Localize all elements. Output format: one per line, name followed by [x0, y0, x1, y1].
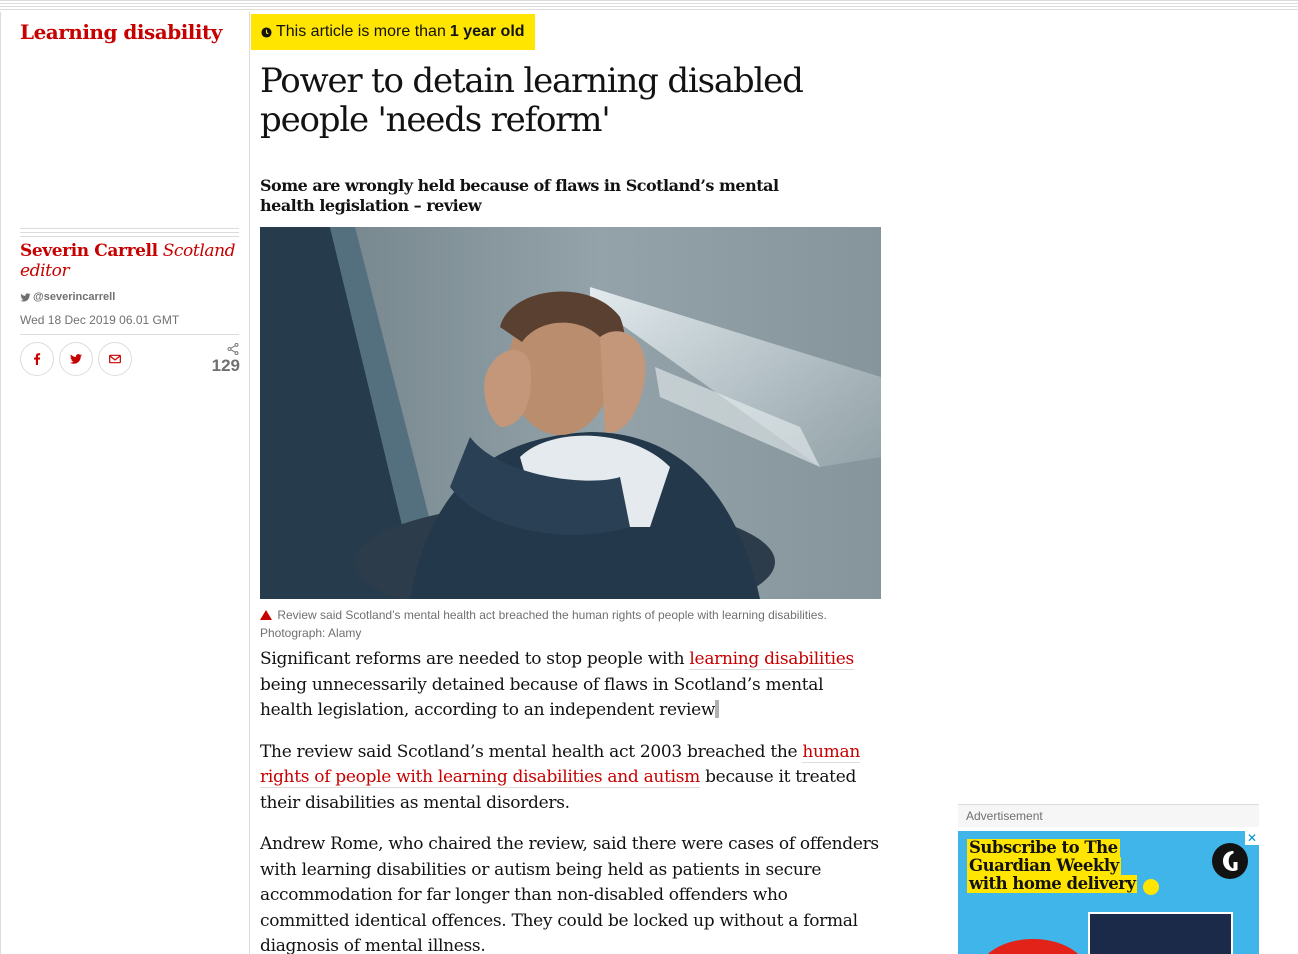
- magazine-cover-image: [1088, 912, 1233, 954]
- inline-link-learning-disabilities[interactable]: learning disabilities: [689, 649, 854, 669]
- email-icon: [107, 351, 123, 367]
- twitter-bird-icon: [20, 292, 31, 303]
- byline-rules: [20, 228, 239, 240]
- share-twitter-button[interactable]: [59, 342, 93, 376]
- share-buttons: [20, 342, 132, 376]
- article-main-image[interactable]: [260, 227, 881, 599]
- share-icon: [226, 342, 240, 356]
- article-headline: Power to detain learning disabled people 'needs reform': [260, 61, 803, 140]
- share-email-button[interactable]: [98, 342, 132, 376]
- paragraph-text: The review said Scotland’s mental health act 2003 breached the: [260, 741, 803, 762]
- author-link[interactable]: Severin Carrell: [20, 241, 158, 261]
- advertisement-slot: [958, 804, 1259, 954]
- share-count: [190, 342, 240, 376]
- byline: [20, 241, 240, 281]
- section-link[interactable]: Learning disability: [20, 20, 222, 44]
- article-standfirst: Some are wrongly held because of flaws in Scotland’s mental health legislation – review: [260, 176, 779, 215]
- image-caption: [260, 606, 860, 642]
- share-count-value: 129: [211, 356, 240, 375]
- caption-text: Review said Scotland’s mental health act breached the human rights of people with learning disabilities. Photograph: Alamy: [260, 608, 827, 640]
- twitter-icon: [68, 351, 84, 367]
- guardian-weekly-ad[interactable]: [958, 831, 1259, 954]
- ad-line-3: with home delivery: [969, 874, 1136, 893]
- facebook-icon: [29, 351, 45, 367]
- ad-line-1: Subscribe to The: [969, 838, 1118, 857]
- body-paragraph: [260, 740, 880, 817]
- left-edge-rule: [0, 12, 1, 954]
- ad-headline: [967, 839, 1159, 895]
- age-warning-badge: [251, 14, 535, 50]
- paragraph-text: because it treated their disabilities as mental disorders.: [260, 767, 857, 813]
- column-divider: [249, 12, 250, 954]
- ad-line-2: Guardian Weekly: [969, 856, 1119, 875]
- body-paragraph: [260, 647, 880, 724]
- text-cursor: [715, 700, 719, 718]
- ad-label: Advertisement: [958, 805, 1259, 827]
- arrow-right-icon: ➔: [1143, 879, 1159, 895]
- paragraph-text: being unnecessarily detained because of flaws in Scotland’s mental health legislation, according to an independent review: [260, 674, 824, 720]
- caption-triangle-icon: [260, 610, 272, 620]
- publish-date: Wed 18 Dec 2019 06.01 GMT: [20, 313, 180, 327]
- paragraph-text: Significant reforms are needed to stop people with: [260, 649, 690, 669]
- guardian-logo-icon: [1212, 843, 1248, 879]
- age-warning-text: This article is more than: [276, 23, 446, 40]
- top-rules: [0, 0, 1298, 12]
- meta-divider: [20, 334, 239, 335]
- ad-close-icon[interactable]: ✕: [1246, 831, 1258, 845]
- author-role: Scotland editor: [20, 241, 236, 281]
- twitter-handle: @severincarrell: [33, 291, 116, 303]
- age-warning-strong: 1 year old: [449, 23, 525, 40]
- body-paragraph: Andrew Rome, who chaired the review, said there were cases of offenders with learning disabilities or autism being held as patients in secure accommodation for far longer than non-disabled offenders who committed identical offences. They could be locked up without a formal diagnosis of mental illness.: [260, 834, 879, 954]
- inline-link-human-rights[interactable]: human rights of people with learning disabilities and autism: [260, 741, 860, 787]
- ad-red-shape: [978, 939, 1088, 954]
- share-facebook-button[interactable]: [20, 342, 54, 376]
- article-body: [260, 647, 880, 954]
- clock-icon: [261, 27, 272, 38]
- author-twitter-link[interactable]: [20, 291, 115, 303]
